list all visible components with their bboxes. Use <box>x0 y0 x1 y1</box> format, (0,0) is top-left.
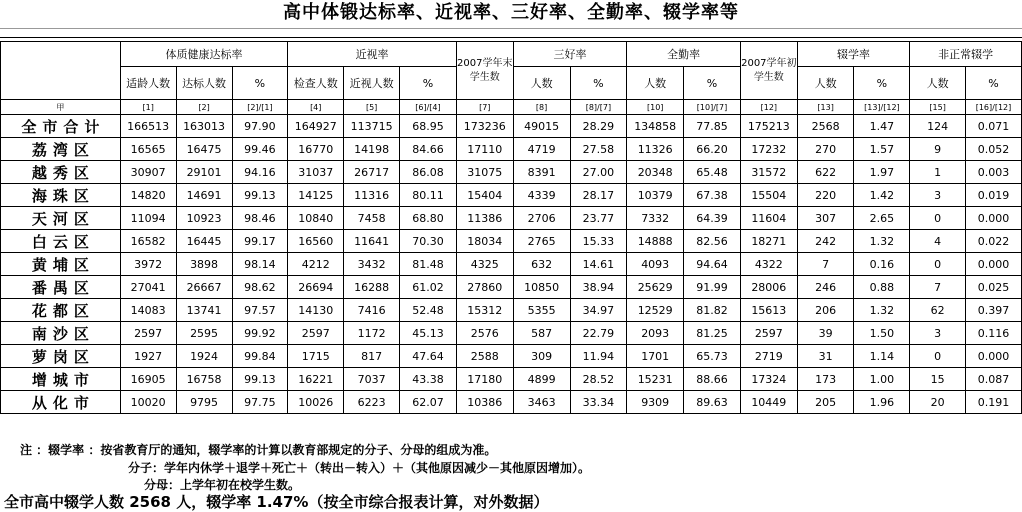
code-cell: [7] <box>456 100 513 115</box>
table-row-total <box>1 115 1022 138</box>
title-rule <box>0 28 1022 29</box>
value-cell: 16582 <box>120 230 176 253</box>
code-cell: [13] <box>797 100 854 115</box>
value-cell: 82.56 <box>684 230 741 253</box>
value-cell: 246 <box>797 276 854 299</box>
value-cell: 99.92 <box>232 322 288 345</box>
district-name-cell: 从化市 <box>1 391 121 414</box>
value-cell: 31037 <box>288 161 344 184</box>
district-name-cell: 南沙区 <box>1 322 121 345</box>
value-cell: 2597 <box>740 322 797 345</box>
value-cell: 14083 <box>120 299 176 322</box>
value-cell: 10850 <box>513 276 570 299</box>
value-cell: 16770 <box>288 138 344 161</box>
value-cell: 4 <box>910 230 966 253</box>
value-cell: 175213 <box>740 115 797 138</box>
header-group-myopia: 近视率 <box>288 42 457 67</box>
value-cell: 0 <box>910 207 966 230</box>
value-cell: 11.94 <box>570 345 627 368</box>
value-cell: 34.97 <box>570 299 627 322</box>
value-cell: 97.57 <box>232 299 288 322</box>
value-cell: 3432 <box>344 253 400 276</box>
value-cell: 4322 <box>740 253 797 276</box>
value-cell: 1.47 <box>854 115 910 138</box>
value-cell: 30907 <box>120 161 176 184</box>
value-cell: 15613 <box>740 299 797 322</box>
header-sub: 人数 <box>797 67 854 100</box>
note-line-3: 分母：上学年初在校学生数。 <box>144 478 301 492</box>
value-cell: 11386 <box>456 207 513 230</box>
value-cell: 81.82 <box>684 299 741 322</box>
value-cell: 43.38 <box>400 368 457 391</box>
value-cell: 2093 <box>627 322 684 345</box>
code-cell: [10]/[7] <box>684 100 741 115</box>
value-cell: 20 <box>910 391 966 414</box>
value-cell: 15504 <box>740 184 797 207</box>
header-sub: 人数 <box>513 67 570 100</box>
header-blank-cell <box>1 42 121 100</box>
code-cell: [6]/[4] <box>400 100 457 115</box>
value-cell: 99.84 <box>232 345 288 368</box>
table-row <box>1 207 1022 230</box>
value-cell: 632 <box>513 253 570 276</box>
value-cell: 6223 <box>344 391 400 414</box>
value-cell: 10840 <box>288 207 344 230</box>
value-cell: 2576 <box>456 322 513 345</box>
code-cell: [16]/[12] <box>965 100 1021 115</box>
value-cell: 14820 <box>120 184 176 207</box>
header-row-codes <box>1 100 1022 115</box>
value-cell: 61.02 <box>400 276 457 299</box>
value-cell: 26667 <box>176 276 232 299</box>
value-cell: 7458 <box>344 207 400 230</box>
table-row <box>1 368 1022 391</box>
table-row <box>1 345 1022 368</box>
value-cell: 17324 <box>740 368 797 391</box>
value-cell: 18034 <box>456 230 513 253</box>
code-cell: [13]/[12] <box>854 100 910 115</box>
value-cell: 84.66 <box>400 138 457 161</box>
code-cell: [10] <box>627 100 684 115</box>
value-cell: 9 <box>910 138 966 161</box>
district-name-cell: 海珠区 <box>1 184 121 207</box>
value-cell: 89.63 <box>684 391 741 414</box>
value-cell: 81.48 <box>400 253 457 276</box>
value-cell: 2597 <box>120 322 176 345</box>
value-cell: 4899 <box>513 368 570 391</box>
table-row <box>1 253 1022 276</box>
value-cell: 0.000 <box>965 253 1021 276</box>
value-cell: 11326 <box>627 138 684 161</box>
page-title: 高中体锻达标率、近视率、三好率、全勤率、辍学率等 <box>283 2 739 23</box>
header-sub: 人数 <box>910 67 966 100</box>
header-sub: % <box>854 67 910 100</box>
value-cell: 11641 <box>344 230 400 253</box>
code-cell: [8]/[7] <box>570 100 627 115</box>
code-cell: [1] <box>120 100 176 115</box>
value-cell: 39 <box>797 322 854 345</box>
value-cell: 113715 <box>344 115 400 138</box>
value-cell: 2588 <box>456 345 513 368</box>
value-cell: 10020 <box>120 391 176 414</box>
value-cell: 88.66 <box>684 368 741 391</box>
value-cell: 17110 <box>456 138 513 161</box>
value-cell: 1715 <box>288 345 344 368</box>
header-sub: 人数 <box>627 67 684 100</box>
value-cell: 16905 <box>120 368 176 391</box>
header-row-groups <box>1 42 1022 67</box>
value-cell: 52.48 <box>400 299 457 322</box>
value-cell: 16565 <box>120 138 176 161</box>
value-cell: 29101 <box>176 161 232 184</box>
district-name-cell: 越秀区 <box>1 161 121 184</box>
value-cell: 2.65 <box>854 207 910 230</box>
value-cell: 17232 <box>740 138 797 161</box>
header-sub: % <box>570 67 627 100</box>
value-cell: 1927 <box>120 345 176 368</box>
value-cell: 27.00 <box>570 161 627 184</box>
value-cell: 14125 <box>288 184 344 207</box>
value-cell: 11094 <box>120 207 176 230</box>
header-sub: 检查人数 <box>288 67 344 100</box>
value-cell: 99.13 <box>232 184 288 207</box>
table-body <box>1 115 1022 414</box>
value-cell: 7037 <box>344 368 400 391</box>
value-cell: 15312 <box>456 299 513 322</box>
value-cell: 7416 <box>344 299 400 322</box>
header-group-dropout: 辍学率 <box>797 42 910 67</box>
value-cell: 14888 <box>627 230 684 253</box>
value-cell: 163013 <box>176 115 232 138</box>
value-cell: 0.087 <box>965 368 1021 391</box>
value-cell: 10923 <box>176 207 232 230</box>
value-cell: 0.397 <box>965 299 1021 322</box>
value-cell: 10379 <box>627 184 684 207</box>
value-cell: 45.13 <box>400 322 457 345</box>
value-cell: 206 <box>797 299 854 322</box>
table-row <box>1 276 1022 299</box>
value-cell: 2765 <box>513 230 570 253</box>
value-cell: 0.022 <box>965 230 1021 253</box>
value-cell: 11604 <box>740 207 797 230</box>
value-cell: 3 <box>910 322 966 345</box>
value-cell: 0.071 <box>965 115 1021 138</box>
value-cell: 0 <box>910 253 966 276</box>
value-cell: 5355 <box>513 299 570 322</box>
value-cell: 10449 <box>740 391 797 414</box>
value-cell: 26694 <box>288 276 344 299</box>
table-row <box>1 299 1022 322</box>
value-cell: 91.99 <box>684 276 741 299</box>
value-cell: 98.62 <box>232 276 288 299</box>
value-cell: 2706 <box>513 207 570 230</box>
header-group-attendance: 全勤率 <box>627 42 741 67</box>
value-cell: 817 <box>344 345 400 368</box>
value-cell: 99.13 <box>232 368 288 391</box>
value-cell: 4339 <box>513 184 570 207</box>
value-cell: 27860 <box>456 276 513 299</box>
value-cell: 31 <box>797 345 854 368</box>
code-cell: [15] <box>910 100 966 115</box>
value-cell: 1924 <box>176 345 232 368</box>
value-cell: 15.33 <box>570 230 627 253</box>
value-cell: 62.07 <box>400 391 457 414</box>
value-cell: 65.73 <box>684 345 741 368</box>
value-cell: 2597 <box>288 322 344 345</box>
value-cell: 62 <box>910 299 966 322</box>
value-cell: 94.64 <box>684 253 741 276</box>
value-cell: 124 <box>910 115 966 138</box>
value-cell: 18271 <box>740 230 797 253</box>
code-cell: [5] <box>344 100 400 115</box>
value-cell: 15231 <box>627 368 684 391</box>
value-cell: 10026 <box>288 391 344 414</box>
table-row <box>1 391 1022 414</box>
value-cell: 10386 <box>456 391 513 414</box>
value-cell: 16445 <box>176 230 232 253</box>
header-sub: % <box>400 67 457 100</box>
value-cell: 0.003 <box>965 161 1021 184</box>
value-cell: 64.39 <box>684 207 741 230</box>
note-line-1: 注 ：辍学率 ：按省教育厅的通知，辍学率的计算以教育部规定的分子、分母的组成为准。 <box>20 443 497 457</box>
value-cell: 1.14 <box>854 345 910 368</box>
value-cell: 242 <box>797 230 854 253</box>
value-cell: 68.95 <box>400 115 457 138</box>
value-cell: 16758 <box>176 368 232 391</box>
value-cell: 27.58 <box>570 138 627 161</box>
value-cell: 220 <box>797 184 854 207</box>
value-cell: 28006 <box>740 276 797 299</box>
code-cell-label: 甲 <box>1 100 121 115</box>
header-sub: 达标人数 <box>176 67 232 100</box>
table-row <box>1 184 1022 207</box>
value-cell: 31075 <box>456 161 513 184</box>
value-cell: 81.25 <box>684 322 741 345</box>
value-cell: 1172 <box>344 322 400 345</box>
value-cell: 1.96 <box>854 391 910 414</box>
value-cell: 173 <box>797 368 854 391</box>
district-name-cell: 天河区 <box>1 207 121 230</box>
value-cell: 98.14 <box>232 253 288 276</box>
value-cell: 1.50 <box>854 322 910 345</box>
value-cell: 66.20 <box>684 138 741 161</box>
value-cell: 164927 <box>288 115 344 138</box>
value-cell: 14130 <box>288 299 344 322</box>
value-cell: 0.191 <box>965 391 1021 414</box>
value-cell: 26717 <box>344 161 400 184</box>
table-row <box>1 230 1022 253</box>
header-sub: 近视人数 <box>344 67 400 100</box>
value-cell: 14691 <box>176 184 232 207</box>
value-cell: 77.85 <box>684 115 741 138</box>
value-cell: 0.052 <box>965 138 1021 161</box>
value-cell: 0 <box>910 345 966 368</box>
value-cell: 3463 <box>513 391 570 414</box>
value-cell: 70.30 <box>400 230 457 253</box>
value-cell: 1.00 <box>854 368 910 391</box>
code-cell: [4] <box>288 100 344 115</box>
value-cell: 270 <box>797 138 854 161</box>
value-cell: 2595 <box>176 322 232 345</box>
value-cell: 65.48 <box>684 161 741 184</box>
value-cell: 4719 <box>513 138 570 161</box>
table-top-rule <box>0 37 1022 38</box>
value-cell: 67.38 <box>684 184 741 207</box>
value-cell: 31572 <box>740 161 797 184</box>
note-line-2: 分子：学年内休学＋退学＋死亡＋（转出－转入）＋（其他原因减少－其他原因增加）。 <box>128 461 591 475</box>
value-cell: 15404 <box>456 184 513 207</box>
value-cell: 22.79 <box>570 322 627 345</box>
value-cell: 12529 <box>627 299 684 322</box>
value-cell: 28.29 <box>570 115 627 138</box>
value-cell: 205 <box>797 391 854 414</box>
district-name-cell: 荔湾区 <box>1 138 121 161</box>
value-cell: 4093 <box>627 253 684 276</box>
header-group-merit: 三好率 <box>513 42 627 67</box>
value-cell: 68.80 <box>400 207 457 230</box>
value-cell: 27041 <box>120 276 176 299</box>
district-name-cell: 花都区 <box>1 299 121 322</box>
value-cell: 307 <box>797 207 854 230</box>
value-cell: 99.46 <box>232 138 288 161</box>
value-cell: 4325 <box>456 253 513 276</box>
value-cell: 16560 <box>288 230 344 253</box>
code-cell: [12] <box>740 100 797 115</box>
district-name-cell: 全市合计 <box>1 115 121 138</box>
value-cell: 97.90 <box>232 115 288 138</box>
value-cell: 4212 <box>288 253 344 276</box>
value-cell: 166513 <box>120 115 176 138</box>
value-cell: 0.116 <box>965 322 1021 345</box>
district-name-cell: 番禺区 <box>1 276 121 299</box>
value-cell: 94.16 <box>232 161 288 184</box>
value-cell: 15 <box>910 368 966 391</box>
value-cell: 0.000 <box>965 207 1021 230</box>
table-row <box>1 322 1022 345</box>
value-cell: 0.88 <box>854 276 910 299</box>
header-year-start-students: 2007学年初学生数 <box>740 42 797 100</box>
value-cell: 0.019 <box>965 184 1021 207</box>
value-cell: 1701 <box>627 345 684 368</box>
value-cell: 0.16 <box>854 253 910 276</box>
value-cell: 1.32 <box>854 299 910 322</box>
statistics-table <box>0 41 1022 414</box>
value-cell: 38.94 <box>570 276 627 299</box>
value-cell: 3 <box>910 184 966 207</box>
code-cell: [2]/[1] <box>232 100 288 115</box>
header-sub: % <box>965 67 1021 100</box>
table-row <box>1 138 1022 161</box>
district-name-cell: 白云区 <box>1 230 121 253</box>
value-cell: 0.000 <box>965 345 1021 368</box>
value-cell: 17180 <box>456 368 513 391</box>
value-cell: 309 <box>513 345 570 368</box>
value-cell: 3898 <box>176 253 232 276</box>
value-cell: 7332 <box>627 207 684 230</box>
header-sub: % <box>684 67 741 100</box>
header-sub: 适龄人数 <box>120 67 176 100</box>
header-year-end-students: 2007学年末学生数 <box>456 42 513 100</box>
district-name-cell: 萝岗区 <box>1 345 121 368</box>
value-cell: 47.64 <box>400 345 457 368</box>
header-group-abnormal-dropout: 非正常辍学 <box>910 42 1022 67</box>
value-cell: 86.08 <box>400 161 457 184</box>
header-group-fitness: 体质健康达标率 <box>120 42 288 67</box>
value-cell: 16475 <box>176 138 232 161</box>
value-cell: 49015 <box>513 115 570 138</box>
value-cell: 7 <box>797 253 854 276</box>
value-cell: 14.61 <box>570 253 627 276</box>
value-cell: 25629 <box>627 276 684 299</box>
header-sub: % <box>232 67 288 100</box>
value-cell: 33.34 <box>570 391 627 414</box>
value-cell: 7 <box>910 276 966 299</box>
value-cell: 1.42 <box>854 184 910 207</box>
value-cell: 14198 <box>344 138 400 161</box>
value-cell: 98.46 <box>232 207 288 230</box>
summary-line: 全市高中辍学人数 2568 人，辍学率 1.47%（按全市综合报表计算，对外数据） <box>4 493 549 511</box>
value-cell: 9309 <box>627 391 684 414</box>
value-cell: 173236 <box>456 115 513 138</box>
value-cell: 1.57 <box>854 138 910 161</box>
value-cell: 99.17 <box>232 230 288 253</box>
value-cell: 13741 <box>176 299 232 322</box>
value-cell: 1.32 <box>854 230 910 253</box>
value-cell: 3972 <box>120 253 176 276</box>
value-cell: 23.77 <box>570 207 627 230</box>
value-cell: 8391 <box>513 161 570 184</box>
value-cell: 28.52 <box>570 368 627 391</box>
value-cell: 622 <box>797 161 854 184</box>
value-cell: 1 <box>910 161 966 184</box>
value-cell: 11316 <box>344 184 400 207</box>
district-name-cell: 黄埔区 <box>1 253 121 276</box>
value-cell: 97.75 <box>232 391 288 414</box>
value-cell: 0.025 <box>965 276 1021 299</box>
code-cell: [2] <box>176 100 232 115</box>
value-cell: 16221 <box>288 368 344 391</box>
value-cell: 587 <box>513 322 570 345</box>
value-cell: 80.11 <box>400 184 457 207</box>
value-cell: 134858 <box>627 115 684 138</box>
value-cell: 20348 <box>627 161 684 184</box>
value-cell: 16288 <box>344 276 400 299</box>
table-row <box>1 161 1022 184</box>
district-name-cell: 增城市 <box>1 368 121 391</box>
value-cell: 2568 <box>797 115 854 138</box>
value-cell: 1.97 <box>854 161 910 184</box>
value-cell: 2719 <box>740 345 797 368</box>
value-cell: 9795 <box>176 391 232 414</box>
code-cell: [8] <box>513 100 570 115</box>
value-cell: 28.17 <box>570 184 627 207</box>
